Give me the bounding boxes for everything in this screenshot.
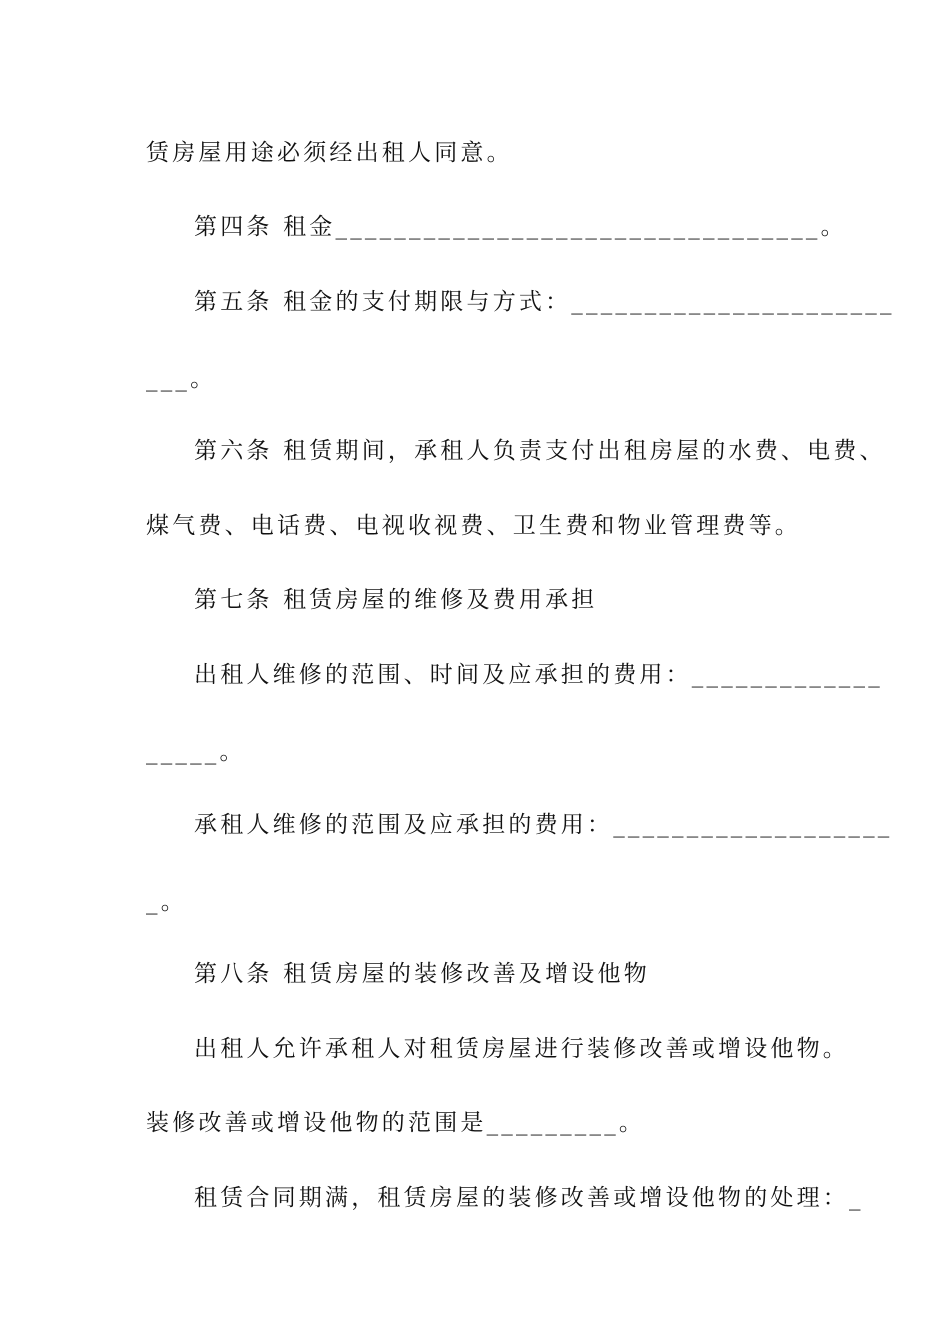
article-7-heading: 第七条 租赁房屋的维修及费用承担	[194, 587, 598, 613]
text-line: 煤气费、电话费、电视收视费、卫生费和物业管理费等。	[146, 513, 801, 539]
lessee-repair-line: 承租人维修的范围及应承担的费用：___________________	[194, 812, 893, 838]
article-6-fees: 第六条 租赁期间，承租人负责支付出租房屋的水费、电费、	[194, 438, 886, 464]
text-line: _。	[146, 889, 187, 915]
text-line: 赁房屋用途必须经出租人同意。	[146, 140, 513, 166]
decoration-permission-line: 出租人允许承租人对租赁房屋进行装修改善或增设他物。	[194, 1036, 849, 1062]
lessor-repair-line: 出租人维修的范围、时间及应承担的费用：_____________	[194, 662, 883, 688]
contract-expiry-line: 租赁合同期满，租赁房屋的装修改善或增设他物的处理：_	[194, 1185, 864, 1211]
text-line: ___。	[146, 366, 217, 392]
decoration-scope-line: 装修改善或增设他物的范围是_________。	[146, 1110, 646, 1136]
article-8-heading: 第八条 租赁房屋的装修改善及增设他物	[194, 961, 650, 987]
text-line: _____。	[146, 739, 246, 765]
article-5-payment: 第五条 租金的支付期限与方式：______________________	[194, 289, 895, 315]
article-4-rent: 第四条 租金_________________________________。	[194, 214, 847, 240]
